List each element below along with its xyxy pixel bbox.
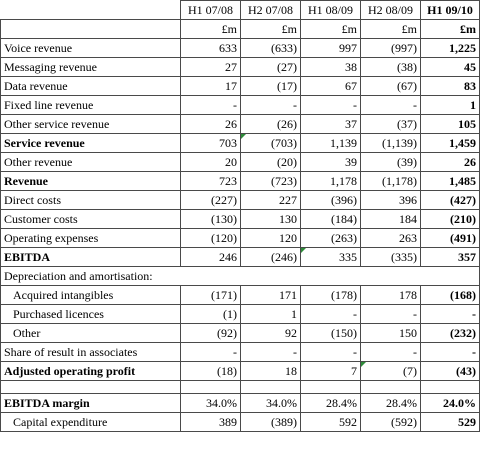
table-row xyxy=(1,115,480,134)
table-cell: 37 xyxy=(301,115,361,134)
column-header: H2 08/09 xyxy=(361,1,421,20)
spacer-cell xyxy=(181,381,241,394)
table-cell: (120) xyxy=(181,229,241,248)
table-cell: 7 xyxy=(301,362,361,381)
row-label: Service revenue xyxy=(1,134,181,153)
units-row xyxy=(1,20,480,39)
table-cell: (396) xyxy=(301,191,361,210)
table-cell: 529 xyxy=(421,413,480,432)
table-cell: 227 xyxy=(241,191,301,210)
table-cell: 1 xyxy=(421,96,480,115)
table-cell: 67 xyxy=(301,77,361,96)
table-cell: 28.4% xyxy=(361,394,421,413)
table-cell: 24.0% xyxy=(421,394,480,413)
table-cell: 130 xyxy=(241,210,301,229)
table-cell: (427) xyxy=(421,191,480,210)
table-row xyxy=(1,324,480,343)
table-cell: 26 xyxy=(181,115,241,134)
table-cell: 26 xyxy=(421,153,480,172)
table-cell: (18) xyxy=(181,362,241,381)
unit-cell: £m xyxy=(181,20,241,39)
table-cell: 20 xyxy=(181,153,241,172)
column-header: H1 09/10 xyxy=(421,1,480,20)
table-cell: 633 xyxy=(181,39,241,58)
table-cell: (1) xyxy=(181,305,241,324)
table-cell: (1,139) xyxy=(361,134,421,153)
table-cell: 178 xyxy=(361,286,421,305)
spacer-cell xyxy=(361,381,421,394)
table-cell: 92 xyxy=(241,324,301,343)
table-row xyxy=(1,343,480,362)
table-cell: 389 xyxy=(181,413,241,432)
row-label: Customer costs xyxy=(1,210,181,229)
row-label: EBITDA xyxy=(1,248,181,267)
table-cell: (633) xyxy=(241,39,301,58)
table-cell: (37) xyxy=(361,115,421,134)
table-cell: 105 xyxy=(421,115,480,134)
table-cell: 38 xyxy=(301,58,361,77)
table-cell: 592 xyxy=(301,413,361,432)
table-cell: - xyxy=(361,96,421,115)
table-cell: 357 xyxy=(421,248,480,267)
table-cell: 1 xyxy=(241,305,301,324)
table-cell: - xyxy=(361,305,421,324)
table-cell: 83 xyxy=(421,77,480,96)
table-cell: - xyxy=(421,343,480,362)
table-row xyxy=(1,286,480,305)
table-cell: 34.0% xyxy=(181,394,241,413)
table-cell: 1,178 xyxy=(301,172,361,191)
table-cell: - xyxy=(361,343,421,362)
table-row xyxy=(1,362,480,381)
table-row xyxy=(1,394,480,413)
table-cell: - xyxy=(301,96,361,115)
row-label: Other xyxy=(1,324,181,343)
table-row xyxy=(1,267,480,286)
table-cell: 34.0% xyxy=(241,394,301,413)
table-row xyxy=(1,191,480,210)
row-label: Other revenue xyxy=(1,153,181,172)
table-cell: - xyxy=(241,96,301,115)
row-label: Messaging revenue xyxy=(1,58,181,77)
table-cell: (184) xyxy=(301,210,361,229)
table-cell: 997 xyxy=(301,39,361,58)
table-cell: (592) xyxy=(361,413,421,432)
row-label: Adjusted operating profit xyxy=(1,362,181,381)
table-cell: 45 xyxy=(421,58,480,77)
table-cell: - xyxy=(301,305,361,324)
row-label: Data revenue xyxy=(1,77,181,96)
table-cell: 184 xyxy=(361,210,421,229)
spacer-row xyxy=(1,381,480,394)
spacer-cell xyxy=(1,381,181,394)
corner-cell xyxy=(1,1,181,20)
table-row xyxy=(1,39,480,58)
units-label xyxy=(1,20,181,39)
table-cell: (130) xyxy=(181,210,241,229)
table-row xyxy=(1,172,480,191)
unit-cell: £m xyxy=(241,20,301,39)
section-label: Depreciation and amortisation: xyxy=(1,267,480,286)
table-cell: (227) xyxy=(181,191,241,210)
table-row xyxy=(1,210,480,229)
table-cell: 263 xyxy=(361,229,421,248)
table-cell: (39) xyxy=(361,153,421,172)
table-cell: (7) xyxy=(361,362,421,381)
table-row xyxy=(1,413,480,432)
table-cell: 723 xyxy=(181,172,241,191)
table-cell: 171 xyxy=(241,286,301,305)
unit-cell: £m xyxy=(421,20,480,39)
table-cell: (210) xyxy=(421,210,480,229)
row-label: Operating expenses xyxy=(1,229,181,248)
table-cell: (171) xyxy=(181,286,241,305)
table-cell: (43) xyxy=(421,362,480,381)
table-cell: (389) xyxy=(241,413,301,432)
row-label: Direct costs xyxy=(1,191,181,210)
table-cell: (723) xyxy=(241,172,301,191)
unit-cell: £m xyxy=(361,20,421,39)
table-cell: (27) xyxy=(241,58,301,77)
table-cell: (246) xyxy=(241,248,301,267)
table-row xyxy=(1,229,480,248)
table-row xyxy=(1,134,480,153)
table-cell: 246 xyxy=(181,248,241,267)
table-row xyxy=(1,248,480,267)
table-cell: (178) xyxy=(301,286,361,305)
table-cell: 1,485 xyxy=(421,172,480,191)
row-label: Other service revenue xyxy=(1,115,181,134)
table-cell: 27 xyxy=(181,58,241,77)
table-cell: (335) xyxy=(361,248,421,267)
spacer-cell xyxy=(301,381,361,394)
row-label: Capital expenditure xyxy=(1,413,181,432)
table-cell: (703) xyxy=(241,134,301,153)
row-label: Voice revenue xyxy=(1,39,181,58)
row-label: Purchased licences xyxy=(1,305,181,324)
table-cell: - xyxy=(181,96,241,115)
table-cell: 18 xyxy=(241,362,301,381)
unit-cell: £m xyxy=(301,20,361,39)
table-cell: (263) xyxy=(301,229,361,248)
table-cell: 120 xyxy=(241,229,301,248)
table-cell: 335 xyxy=(301,248,361,267)
row-label: EBITDA margin xyxy=(1,394,181,413)
row-label: Revenue xyxy=(1,172,181,191)
column-header: H1 07/08 xyxy=(181,1,241,20)
table-row xyxy=(1,153,480,172)
spacer-cell xyxy=(421,381,480,394)
spacer-cell xyxy=(241,381,301,394)
table-cell: (491) xyxy=(421,229,480,248)
table-cell: - xyxy=(421,305,480,324)
table-cell: (997) xyxy=(361,39,421,58)
table-cell: (92) xyxy=(181,324,241,343)
table-cell: 396 xyxy=(361,191,421,210)
table-row xyxy=(1,77,480,96)
row-label: Share of result in associates xyxy=(1,343,181,362)
table-cell: (67) xyxy=(361,77,421,96)
table-cell: 1,459 xyxy=(421,134,480,153)
header-row xyxy=(1,1,480,20)
table-cell: - xyxy=(301,343,361,362)
table-cell: (17) xyxy=(241,77,301,96)
table-cell: 1,225 xyxy=(421,39,480,58)
table-row xyxy=(1,305,480,324)
table-cell: 703 xyxy=(181,134,241,153)
table-cell: 150 xyxy=(361,324,421,343)
table-cell: - xyxy=(181,343,241,362)
table-cell: (1,178) xyxy=(361,172,421,191)
table-cell: (168) xyxy=(421,286,480,305)
table-cell: (38) xyxy=(361,58,421,77)
table-cell: - xyxy=(241,343,301,362)
table-cell: 28.4% xyxy=(301,394,361,413)
table-cell: 39 xyxy=(301,153,361,172)
table-cell: (26) xyxy=(241,115,301,134)
row-label: Fixed line revenue xyxy=(1,96,181,115)
column-header: H2 07/08 xyxy=(241,1,301,20)
table-row xyxy=(1,96,480,115)
column-header: H1 08/09 xyxy=(301,1,361,20)
table-cell: 1,139 xyxy=(301,134,361,153)
row-label: Acquired intangibles xyxy=(1,286,181,305)
table-cell: (232) xyxy=(421,324,480,343)
table-row xyxy=(1,58,480,77)
table-cell: (20) xyxy=(241,153,301,172)
table-cell: (150) xyxy=(301,324,361,343)
table-cell: 17 xyxy=(181,77,241,96)
